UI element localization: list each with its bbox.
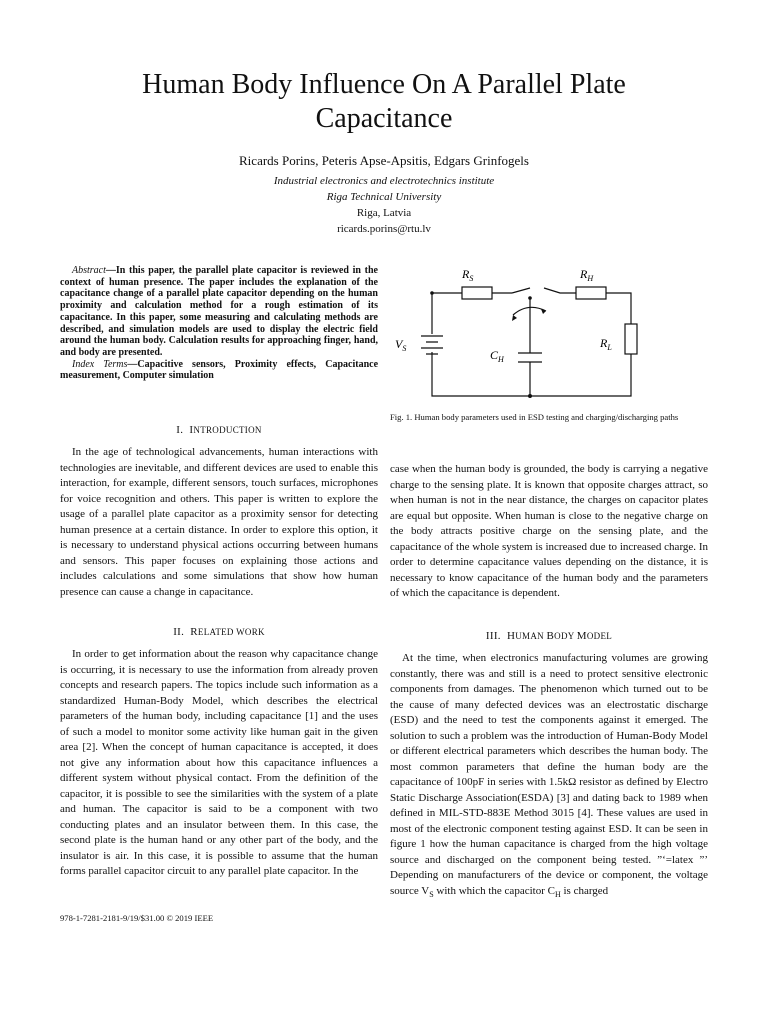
introduction-body	[60, 445, 378, 600]
resistor-rs	[462, 287, 492, 299]
related-work-paragraph: In order to get information about the reason why capacitance change is occurring, it is necessary to use the information from already proven concepts and research papers. The topics include such information as a standardized Human-Body Model, which describes the electrical parameters of the human body, including capacitance [1] and the uses of such a model to monitor some activity like human gait in the given area [2]. When the concept of human capacitance is accepted, it does not give any information about how this capacitance influences a different system without physical contact. From the definition of the capacitor, it is possible to see the similarities with the system of a plate and human. The capacitor is said to be a component with two conducting plates and an insulator between them. In this case, the second plate is the human hand or any other part of the body, and the insulator is air. In this case, it is possible to assume that the human forms parallel capacitor circuit to any parallel plate capacitor. In the	[60, 648, 378, 877]
label-ch: $C_H$	[490, 348, 504, 364]
wire-bottom	[432, 352, 631, 396]
abstract-label: Abstract	[72, 265, 106, 276]
location: Riga, Latvia	[356, 207, 412, 219]
abstract	[60, 265, 378, 382]
switch-right	[544, 288, 576, 293]
capacitor-ch	[518, 353, 542, 362]
label-rh: $R_H$	[580, 267, 594, 283]
title-line-1: Human Body Influence On A Parallel Plate	[142, 69, 626, 100]
arrow-left	[512, 315, 517, 321]
figure-1-circuit	[390, 258, 708, 408]
index-terms	[60, 359, 378, 382]
section-heading-human-body-model: III. HUMAN BODY MODEL	[485, 630, 613, 642]
title-line-2: Capacitance	[315, 103, 453, 134]
wire-top-right	[606, 293, 631, 324]
switch-left	[512, 288, 530, 293]
abstract-text: —In this paper, the parallel plate capacitor is reviewed in the context of human presence. The paper includes the explanation of the capacitance change of a parallel plate capacitor depending on the human proximity and calculation method for a rough estimation of its capacitance. In this paper, some measuring and calculating methods are described, and simulation models are used to display the electric field around the human body. Calculation results for approaching finger, hand, and body are presented.	[60, 265, 378, 358]
right-column-continuation	[390, 462, 708, 602]
label-rl: $R_L$	[600, 336, 612, 352]
continuation-paragraph: case when the human body is grounded, the body is carrying a negative charge to the sensing plate. It is known that opposite charges attract, so when human is not in the near distance, the charges on capacitor plates are equal but opposite. When human is close to the negative charge on the body attracts positive charge on the sensing plate, and the capacitance of the whole system is increased due to increased charge. In order to determine capacitance values depending on the distance, it is necessary to know capacitance of the human body and the parameters of which the capacitance is dependent.	[390, 463, 708, 599]
copyright-footer: 978-1-7281-2181-9/19/$31.00 © 2019 IEEE	[60, 913, 214, 923]
label-rs: $R_S$	[462, 267, 474, 283]
university: Riga Technical University	[326, 191, 442, 203]
label-vs: $V_S$	[395, 337, 407, 353]
email: ricards.porins@rtu.lv	[337, 223, 431, 235]
section-heading-introduction: I. INTRODUCTION	[176, 424, 262, 436]
institute: Industrial electronics and electrotechnics institute	[273, 175, 495, 187]
paper-title	[60, 68, 708, 136]
human-body-model-body	[390, 651, 708, 902]
introduction-paragraph: In the age of technological advancements, human interactions with technologies are inevitable, and different devices are used to enable this interaction, for example, different sensors, touch surfaces, microphones for voice recognition and others. This paper is written to explore the usage of a parallel plate capacitor as a proximity sensor for detecting human presence at a certain distance. In order to explore this option, it is necessary to understand physical actions occurring between humans and sensors. This paper focuses on explaining those actions and includes calculations and some simulations that show how human presence can cause a change in capacitance.	[60, 446, 378, 598]
section-heading-related-work: II. RELATED WORK	[173, 626, 265, 638]
resistor-rh	[576, 287, 606, 299]
human-body-model-paragraph: At the time, when electronics manufacturing volumes are growing constantly, there was and still is a need to protect sensitive electronic components from damages. The phenomenon which turned out to be the cause of many defected devices was an electrostatic discharge (ESD) and the need to test the components against it emerged. The solution to such a problem was the introduction of Human-Body Model or different electrical parameters which describes the human body. The most common parameters that define the human body are the capacitance of 100pF in series with 1.5kΩ resistor as defined by Electro Static Discharge Association(ESDA) [3] and dating back to 1989 when defined in MIL-STD-883E Method 3015 [4]. These values are used in most of the electronic component testing against ESD. It can be seen in figure 1 how the human capacitance is charged from the high voltage source and discharged on the component being tested. ”‘=latex ”’ Depending on manufacturers of the device or component, the voltage source $V_S$ with which the capacitor $C_H$ is charged	[390, 652, 708, 899]
related-work-body	[60, 647, 378, 880]
battery-vs	[421, 336, 443, 354]
index-terms-label: Index Terms	[72, 358, 128, 370]
authors: Ricards Porins, Peteris Apse-Apsitis, Edgars Grinfogels	[239, 153, 529, 168]
index-terms-text: —Capacitive sensors, Proximity effects, Capacitance measurement, Computer simulation	[60, 358, 379, 382]
figure-1-caption: Fig. 1. Human body parameters used in ESD testing and charging/discharging paths	[390, 412, 679, 422]
abstract-paragraph	[60, 265, 378, 359]
affiliation	[60, 173, 708, 237]
resistor-rl	[625, 324, 637, 354]
